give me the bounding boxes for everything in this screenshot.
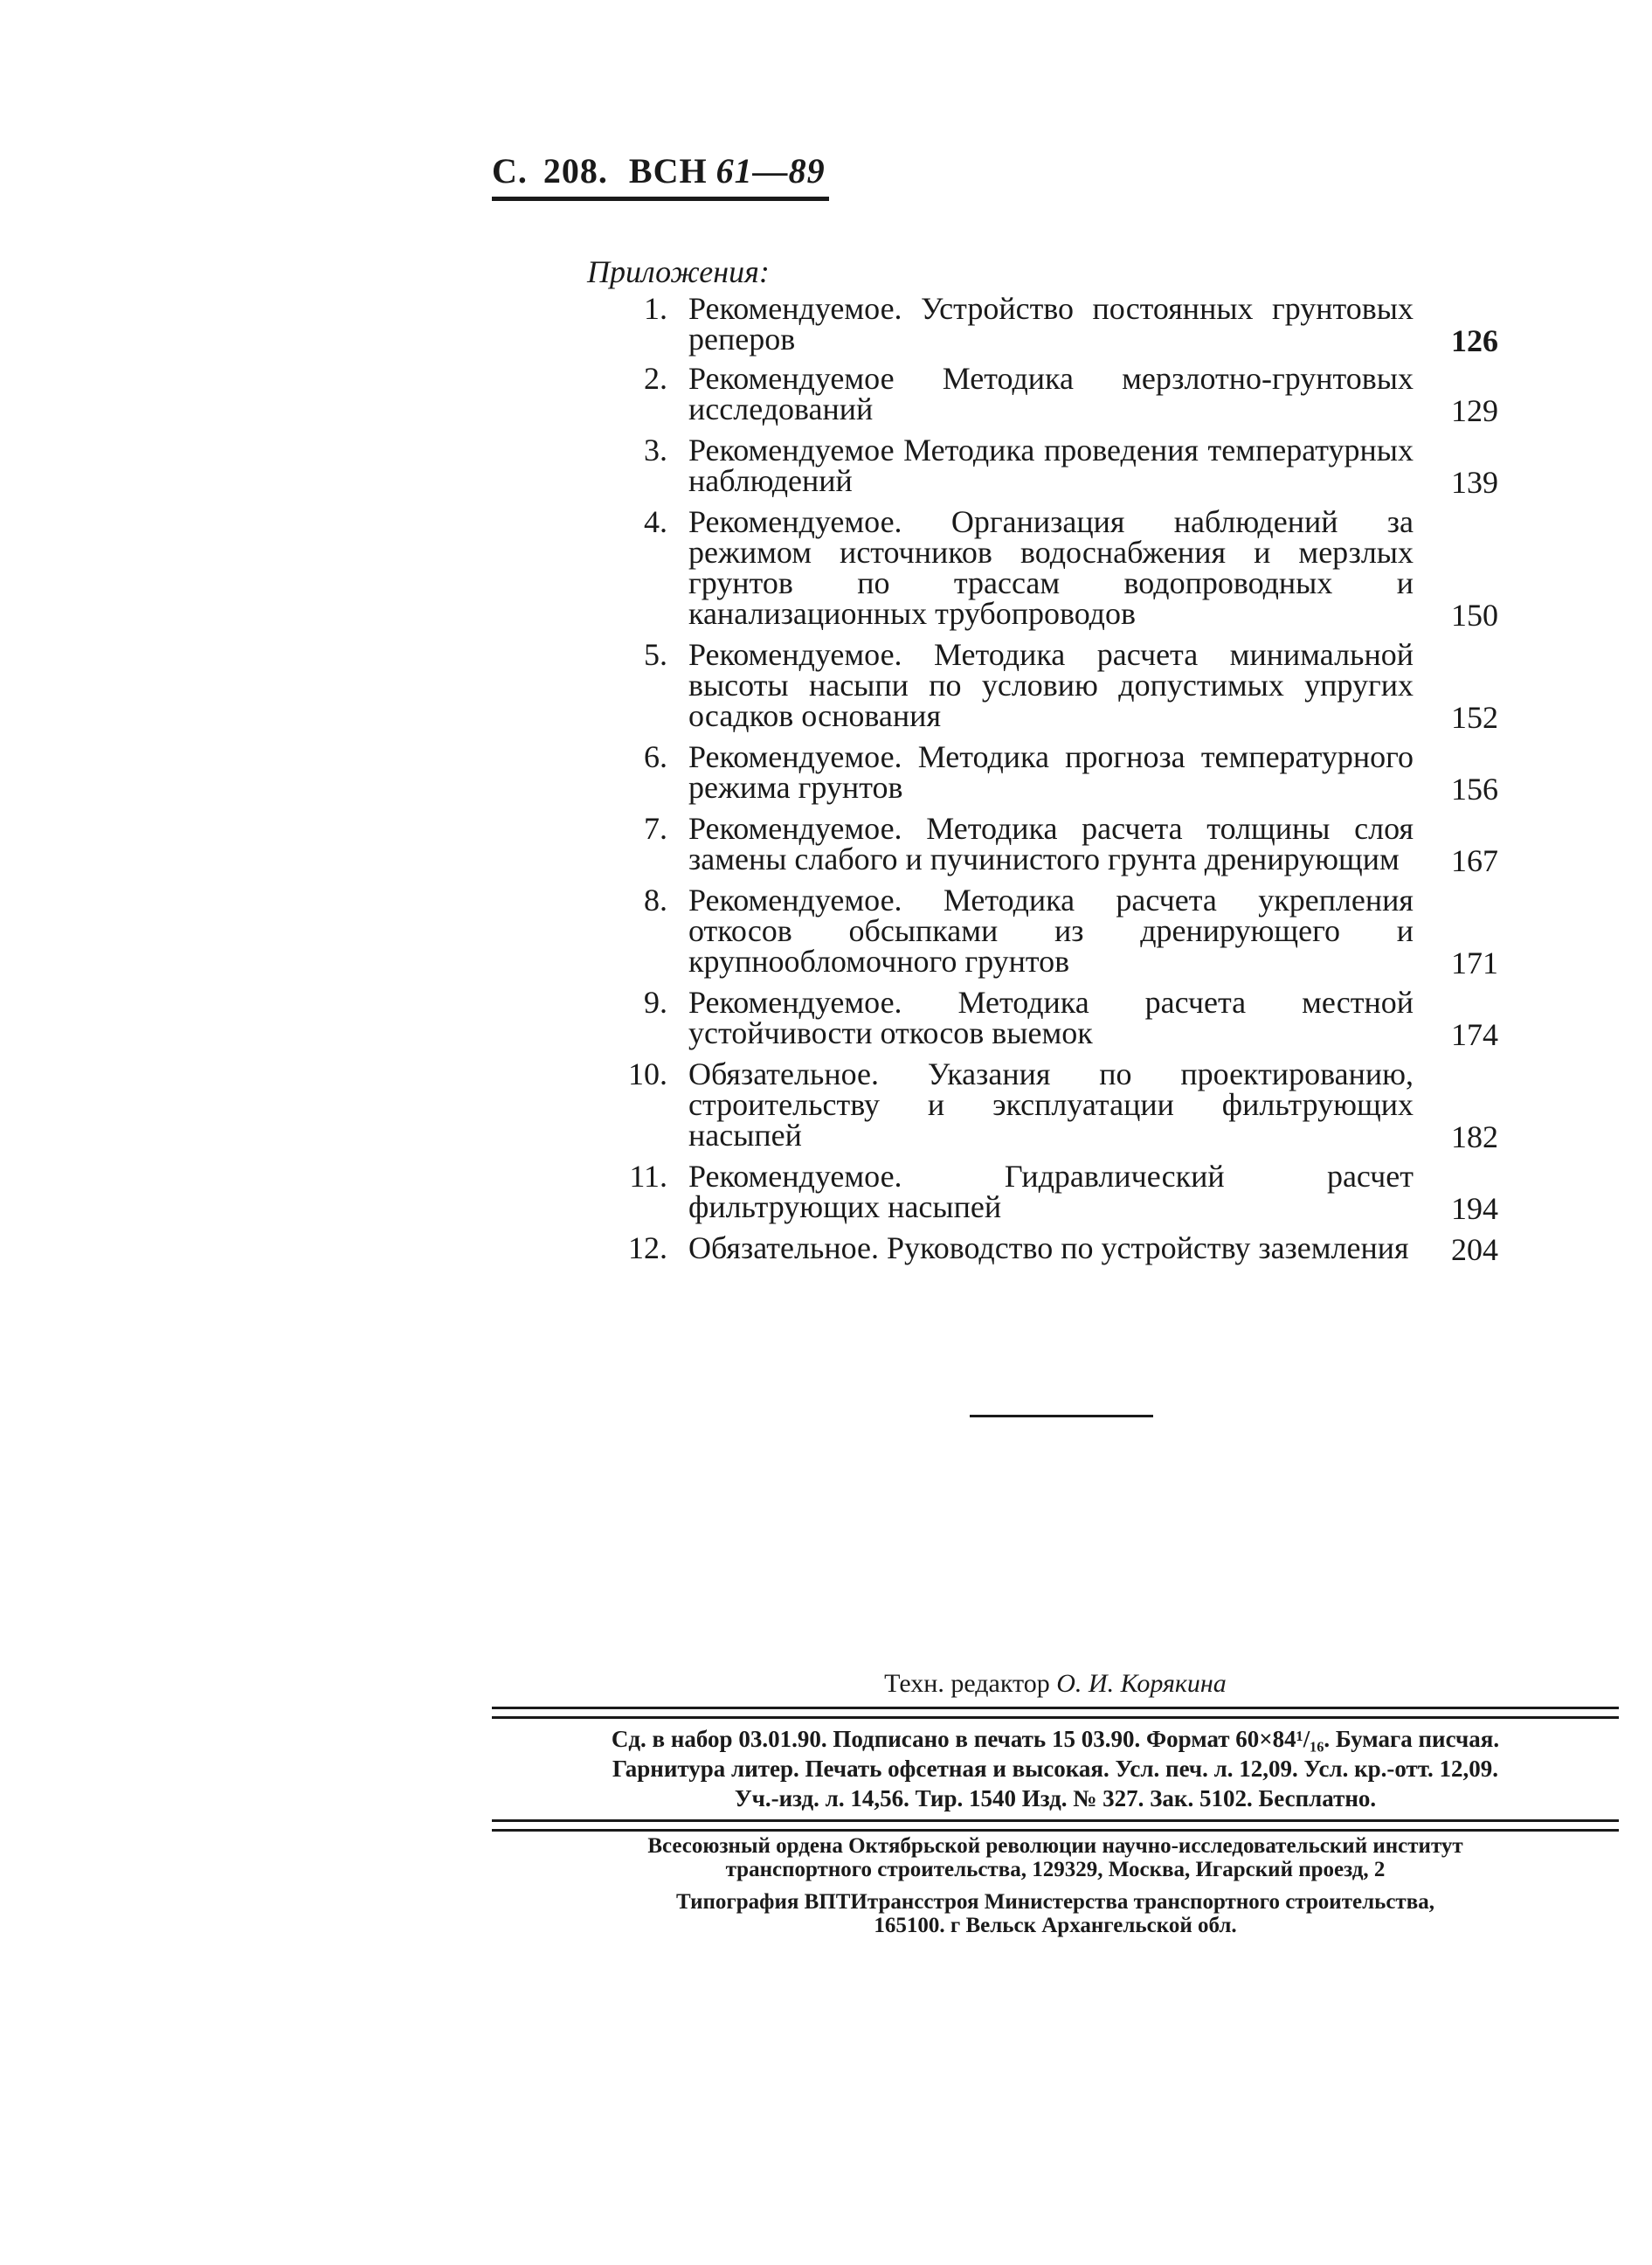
toc-item-text: Рекомендуемое. Устройство постоянных грунтовых реперов bbox=[688, 291, 1414, 357]
toc-item-page: 126 bbox=[1451, 323, 1498, 358]
imprint-line: Уч.-изд. л. 14,56. Тир. 1540 Изд. № 327. Зак. 5102. Бесплатно. bbox=[734, 1785, 1377, 1811]
imprint-top-rule bbox=[492, 1707, 1619, 1719]
imprint-bottom-rule bbox=[492, 1819, 1619, 1832]
publisher-line: транспортного строительства, 129329, Москва, Игарский проезд, 2 bbox=[725, 1858, 1386, 1881]
editor-label: Техн. редактор bbox=[884, 1669, 1050, 1698]
toc-item-text: Рекомендуемое. Методика прогноза температурного режима грунтов bbox=[688, 739, 1414, 805]
tech-editor-line bbox=[492, 1669, 1619, 1699]
toc-item-page: 156 bbox=[1451, 772, 1498, 807]
imprint-line: Гарнитура литер. Печать офсетная и высокая. Усл. печ. л. 12,09. Усл. кр.-отт. 12,09. bbox=[612, 1756, 1499, 1782]
toc-item-text: Рекомендуемое Методика мерзлотно-грунтовых исследований bbox=[688, 361, 1414, 426]
imprint-line: Сд. в набор 03.01.90. Подписано в печать 15 03.90. Формат 60×84¹/₁₆. Бумага писчая. bbox=[611, 1726, 1500, 1752]
page-header bbox=[492, 150, 826, 191]
printer-line: 165100. г Вельск Архангельской обл. bbox=[874, 1914, 1237, 1937]
imprint-block bbox=[492, 1724, 1619, 1813]
toc-item-page: 167 bbox=[1451, 843, 1498, 878]
toc-item bbox=[603, 637, 1498, 735]
toc-item bbox=[603, 883, 1498, 980]
header-code-number: 61—89 bbox=[715, 151, 826, 190]
header-prefix: С. bbox=[492, 151, 528, 190]
toc-item-number: 9. bbox=[644, 985, 667, 1020]
toc-item bbox=[603, 1230, 1498, 1267]
toc-item-page: 152 bbox=[1451, 700, 1498, 735]
toc-item bbox=[603, 1159, 1498, 1226]
toc-item-number: 8. bbox=[644, 883, 667, 918]
toc-item-text: Рекомендуемое. Методика расчета минимальной высоты насыпи по условию допустимых упругих осадков основания bbox=[688, 637, 1414, 733]
toc-item-number: 10. bbox=[628, 1056, 667, 1091]
header-rule bbox=[492, 197, 829, 201]
toc-item-page: 129 bbox=[1451, 393, 1498, 428]
printer-line: Типография ВПТИтрансстроя Министерства транспортного строительства, bbox=[676, 1890, 1434, 1914]
toc-item-page: 182 bbox=[1451, 1119, 1498, 1154]
toc-item-text: Рекомендуемое. Методика расчета местной устойчивости откосов выемок bbox=[688, 985, 1414, 1050]
toc-item bbox=[603, 291, 1498, 358]
publisher-line: Всесоюзный ордена Октябрьской революции научно-исследовательский институт bbox=[647, 1834, 1463, 1858]
toc-item-number: 7. bbox=[644, 811, 667, 846]
toc-item-text: Обязательное. Указания по проектированию, строительству и эксплуатации фильтрующих насыпей bbox=[688, 1056, 1414, 1153]
toc-item-text: Рекомендуемое. Организация наблюдений за режимом источников водоснабжения и мерзлых грунтов по трассам водопроводных и канализационных трубопроводов bbox=[688, 504, 1414, 631]
toc-item bbox=[603, 1056, 1498, 1154]
spacer bbox=[492, 1881, 1619, 1890]
toc-item-text: Рекомендуемое. Методика расчета укрепления откосов обсыпками из дренирующего и крупнообломочного грунтов bbox=[688, 883, 1414, 979]
toc-item-number: 2. bbox=[644, 361, 667, 396]
editor-name: О. И. Корякина bbox=[1056, 1669, 1227, 1698]
toc-item bbox=[603, 504, 1498, 633]
toc-item-number: 6. bbox=[644, 739, 667, 774]
toc-item-number: 11. bbox=[629, 1159, 667, 1194]
toc-item-page: 139 bbox=[1451, 465, 1498, 500]
toc-item-page: 174 bbox=[1451, 1017, 1498, 1052]
header-page-number: 208. bbox=[543, 151, 608, 190]
toc-item-number: 12. bbox=[628, 1230, 667, 1265]
toc-item-number: 4. bbox=[644, 504, 667, 539]
appendices-title: Приложения: bbox=[587, 254, 770, 289]
toc-item-text: Рекомендуемое. Методика расчета толщины слоя замены слабого и пучинистого грунта дренирующим bbox=[688, 811, 1414, 876]
toc-item-page: 171 bbox=[1451, 945, 1498, 980]
toc-item-number: 5. bbox=[644, 637, 667, 672]
toc-item bbox=[603, 811, 1498, 878]
toc-item-text: Рекомендуемое Методика проведения температурных наблюдений bbox=[688, 433, 1414, 498]
toc-item-page: 194 bbox=[1451, 1191, 1498, 1226]
header-code: ВСН bbox=[628, 151, 708, 190]
toc-item bbox=[603, 361, 1498, 428]
toc-item bbox=[603, 985, 1498, 1052]
appendices-list bbox=[603, 291, 1498, 1274]
section-divider bbox=[970, 1415, 1153, 1417]
toc-item-page: 204 bbox=[1451, 1232, 1498, 1267]
toc-item bbox=[603, 739, 1498, 807]
toc-item-text: Обязательное. Руководство по устройству заземления bbox=[688, 1230, 1409, 1265]
publisher-block bbox=[492, 1834, 1619, 1937]
toc-item-number: 1. bbox=[644, 291, 667, 326]
toc-item-number: 3. bbox=[644, 433, 667, 468]
toc-item-text: Рекомендуемое. Гидравлический расчет фильтрующих насыпей bbox=[688, 1159, 1414, 1224]
toc-item-page: 150 bbox=[1451, 598, 1498, 633]
toc-item bbox=[603, 433, 1498, 500]
